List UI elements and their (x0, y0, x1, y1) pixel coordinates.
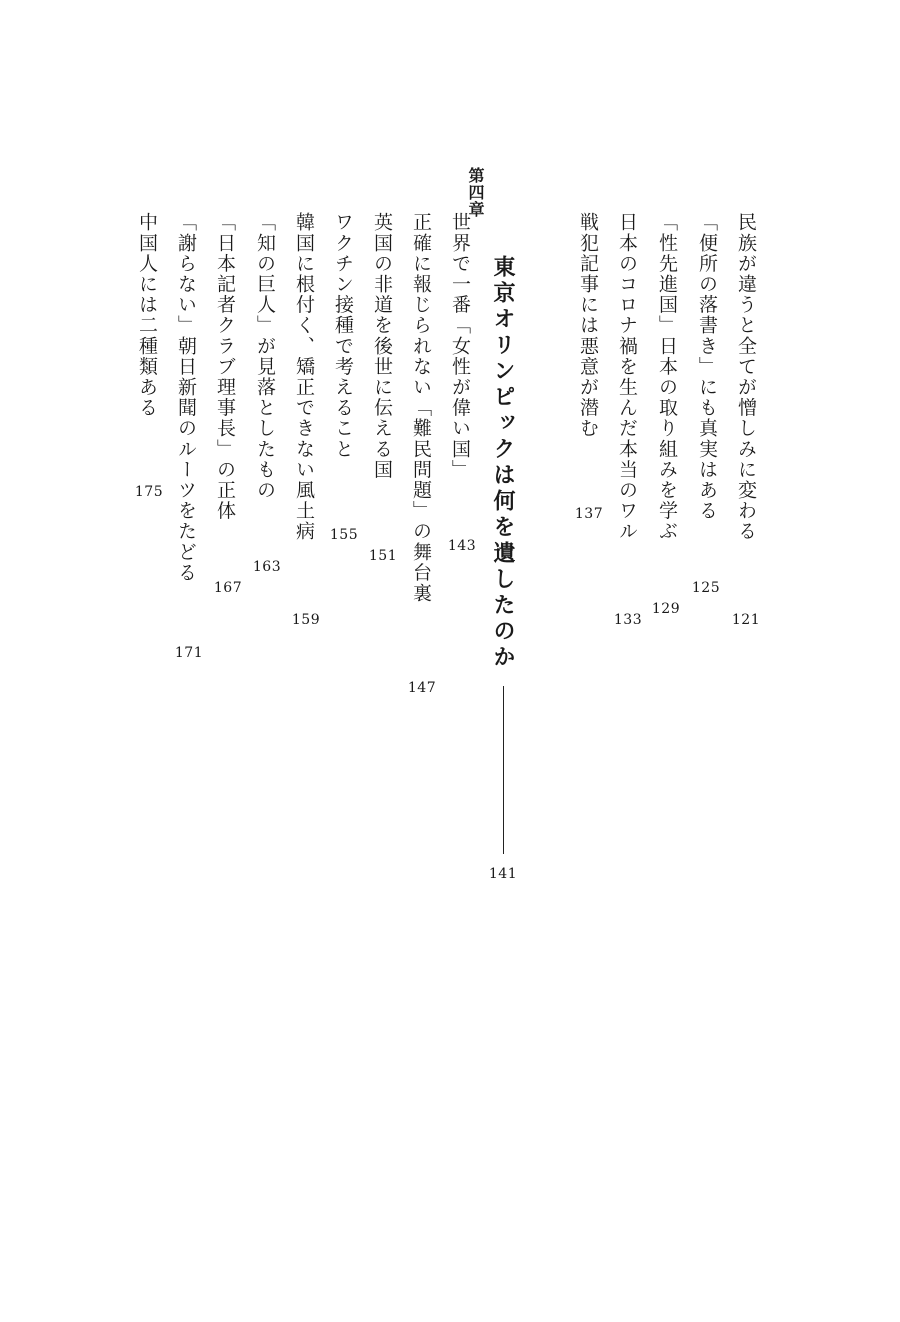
chapter-title: 東京オリンピックは何を遺したのか (490, 255, 516, 671)
toc-entry-title: 日本のコロナ禍を生んだ本当のワル (616, 212, 638, 542)
toc-page-number: 147 (407, 680, 437, 696)
toc-entry-title: 中国人には二種類ある (136, 212, 158, 418)
toc-page-number: 121 (731, 612, 761, 628)
toc-page-number: 175 (134, 484, 164, 500)
toc-entry-title: 世界で一番「女性が偉い国」 (449, 212, 471, 480)
chapter-leader-rule (503, 686, 504, 854)
toc-entry-title: ワクチン接種で考えること (332, 212, 354, 460)
toc-entry-title: 韓国に根付く、矯正できない風土病 (293, 212, 315, 542)
toc-entry-title: 「性先進国」日本の取り組みを学ぶ (656, 212, 678, 542)
toc-page-number: 151 (368, 548, 398, 564)
toc-entry-title: 戦犯記事には悪意が潜む (577, 212, 599, 439)
toc-page-number: 137 (574, 506, 604, 522)
toc-page-number: 163 (252, 559, 282, 575)
chapter-page-number: 141 (488, 866, 518, 882)
toc-page-number: 133 (613, 612, 643, 628)
toc-page-number: 143 (447, 538, 477, 554)
toc-page-number: 125 (691, 580, 721, 596)
toc-entry-title: 「日本記者クラブ理事長」の正体 (214, 212, 236, 521)
toc-page-number: 155 (329, 527, 359, 543)
toc-entry-title: 正確に報じられない「難民問題」の舞台裏 (410, 212, 432, 604)
toc-entry-title: 「知の巨人」が見落としたもの (254, 212, 276, 501)
toc-entry-title: 民族が違うと全てが憎しみに変わる (735, 212, 757, 542)
chapter-label: 第四章 (466, 167, 485, 218)
toc-page-number: 171 (174, 645, 204, 661)
toc-page-number: 167 (213, 580, 243, 596)
toc-entry-title: 「便所の落書き」にも真実はある (696, 212, 718, 521)
toc-entry-title: 「謝らない」朝日新聞のルーツをたどる (175, 212, 197, 583)
toc-entry-title: 英国の非道を後世に伝える国 (371, 212, 393, 480)
toc-page-number: 159 (291, 612, 321, 628)
toc-page-number: 129 (651, 601, 681, 617)
